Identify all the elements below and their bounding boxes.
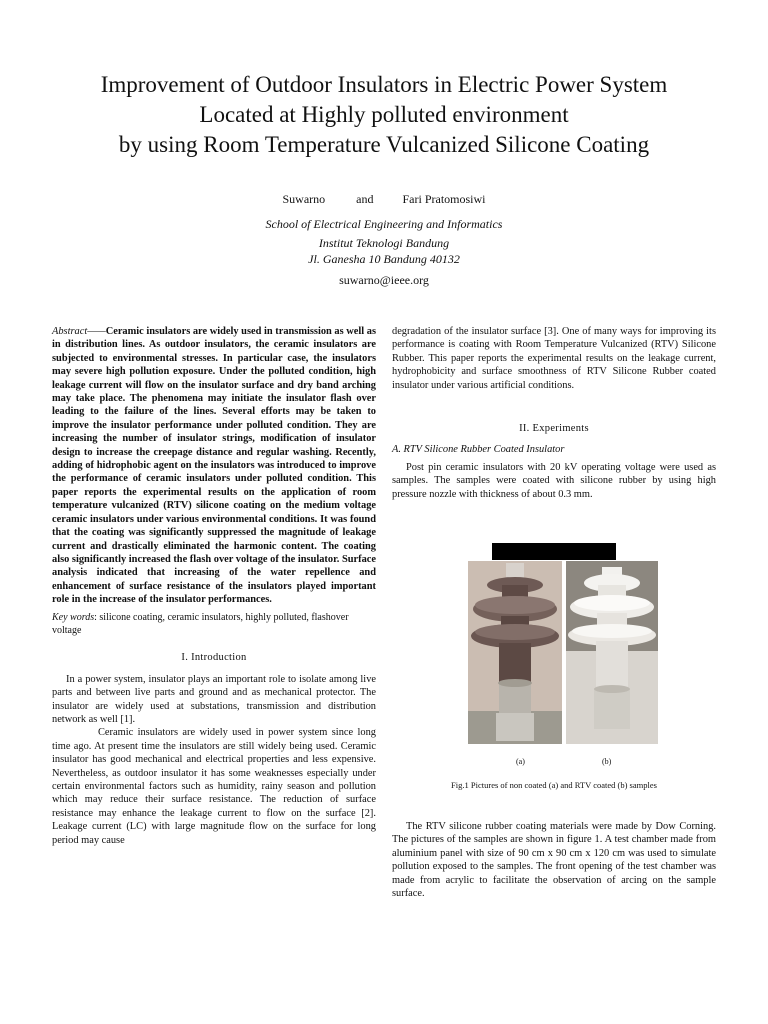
right-column-bottom <box>392 820 716 900</box>
figure-sublabel-a: (a) <box>516 757 525 766</box>
section-heading-introduction: I. Introduction <box>181 652 247 664</box>
figure-sublabel-b: (b) <box>602 757 612 766</box>
abstract <box>52 325 376 607</box>
right-column-top <box>392 325 716 501</box>
intro-paragraph-1: In a power system, insulator plays an important role to isolate among live parts and between live parts and ground and as mechanical protector. The insulator are widely used at substations, transmission and distribution network as well [1]. <box>52 673 376 725</box>
photo-rtv-coated-insulator <box>566 561 658 744</box>
author-email: suwarno@ieee.org <box>339 273 429 287</box>
experiments-paragraph-1: Post pin ceramic insulators with 20 kV operating voltage were used as samples. The samples were coated with silicone rubber by using high pressure nozzle with thickness of about 0.3 mm. <box>392 461 716 500</box>
left-column <box>52 325 376 847</box>
affiliation-institute: Institut Teknologi Bandung <box>318 236 450 250</box>
author-2: Fari Pratomosiwi <box>402 192 486 206</box>
abstract-dash: —— <box>87 326 106 337</box>
paper-title <box>30 70 738 160</box>
abstract-label: Abstract <box>52 326 88 337</box>
author-line <box>0 192 768 207</box>
title-line-1: Improvement of Outdoor Insulators in Electric Power System <box>100 72 668 97</box>
affiliation-school: School of Electrical Engineering and Informatics <box>265 217 503 231</box>
figure-caption: Fig.1 Pictures of non coated (a) and RTV coated (b) samples <box>451 780 657 790</box>
title-line-3: by using Room Temperature Vulcanized Silicone Coating <box>118 132 650 157</box>
intro-paragraph-2: Ceramic insulators are widely used in power system since long time ago. At present time the insulators are still widely being used. Ceramic insulator has good mechanical and electrical properties and less expensive. Nevertheless, as outdoor insulator it has some weaknesses especially under certain environmental factors such as humidity, rainy season and pollution which may reduce their surface resistance. The reduction of surface resistance may enhance the leakage current to flow on the surface [2]. Leakage current (LC) with large magnitude flow on the surface for long period may cause <box>52 727 376 846</box>
keywords-text: : silicone coating, ceramic insulators, highly polluted, flashover voltage <box>52 611 349 636</box>
author-1: Suwarno <box>282 192 326 206</box>
section-heading-experiments: II. Experiments <box>519 423 589 435</box>
subsection-heading-rtv: A. RTV Silicone Rubber Coated Insulator <box>392 444 565 456</box>
keywords-label: Key words <box>52 611 95 623</box>
author-conjunction: and <box>356 192 374 206</box>
title-line-2: Located at Highly polluted environment <box>199 102 569 127</box>
abstract-text: Ceramic insulators are widely used in transmission as well as in distribution lines. As outdoor insulators, the ceramic insulators are subjected to environmental stresses. In particular case, the insulators may severe high pollution exposure. Under the polluted condition, high leakage current will flow on the insulator surface and dry band arching may take place. The phenomena may initiate the insulator flash over leading to the failure of the lines. Several efforts may be taken to improve the insulator performance under polluted condition. They are increasing the number of insulator strings, modification of insulator design to increase the creepage distance and regular washing. Recently, adding of hidrophobic agent on the insulators was introduced to improve the performance of ceramic insulators under polluted condition. This paper reports the experimental results on the application of room temperature vulcanized (RTV) silicone coating on the medium voltage ceramic insulators under various environmental conditions. It was found that the coating was significantly suppressed the magnitude of leakage current and drastically eliminated the harmonic content. The coating also significantly increased the flash over voltage of the insulator. Surface analysis indicated that increasing of the water repellence and enhancement of surface resistance of the insulators played important role in the increase of the insulator performances. <box>52 326 376 606</box>
right-paragraph-continued: degradation of the insulator surface [3]. One of many ways for improving its performance is coating with Room Temperature Vulcanized (RTV) Silicone Rubber. This paper reports the experimental results on the leakage current, hydrophobicity and surface smoothness of RTV Silicone Rubber coated insulator under various artificial conditions. <box>392 326 716 391</box>
keywords <box>52 611 376 638</box>
photo-noncoated-insulator <box>468 561 562 744</box>
affiliation-address: Jl. Ganesha 10 Bandung 40132 <box>308 252 460 266</box>
figure-redaction-bar <box>492 543 616 560</box>
experiments-paragraph-2: The RTV silicone rubber coating materials were made by Dow Corning. The pictures of the samples are shown in figure 1. A test chamber made from aluminium panel with size of 90 cm x 90 cm x 120 cm was used to simulate pollution exposed to the samples. The front opening of the test chamber was made from acrylic to facilitate the observation of arcing on the sample surface. <box>392 821 716 900</box>
